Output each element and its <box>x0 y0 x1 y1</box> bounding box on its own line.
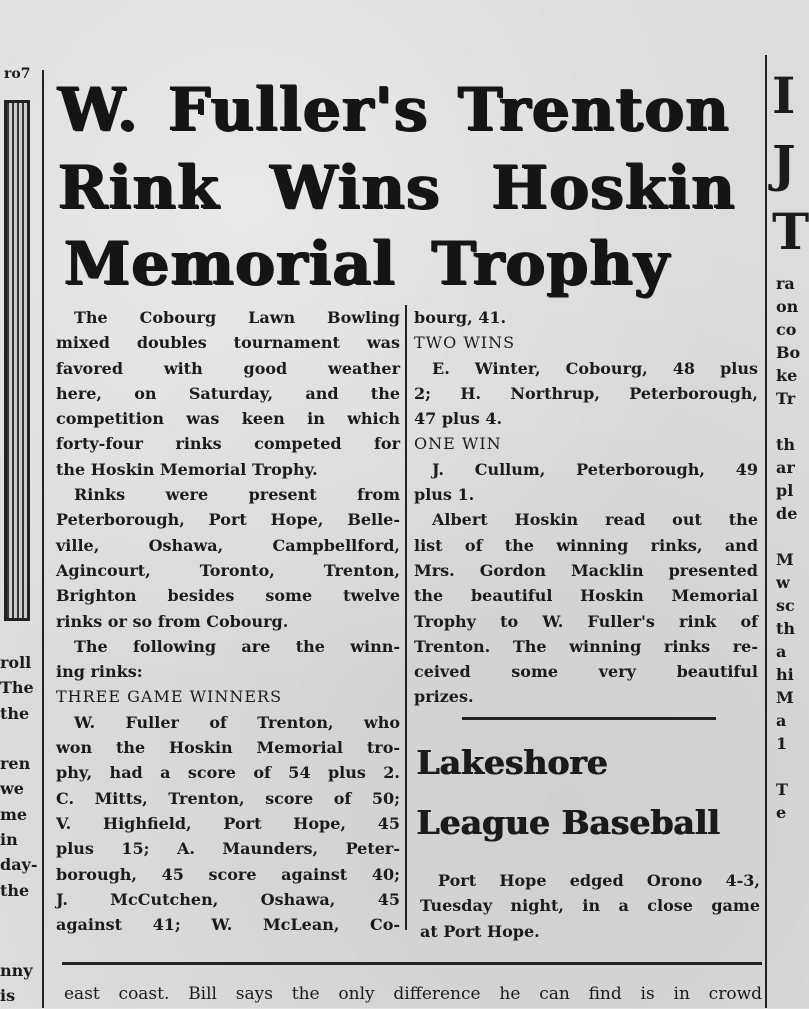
cropped-text-fragment: th <box>776 619 796 638</box>
section-divider <box>462 717 716 720</box>
left-column-fragments <box>0 650 40 903</box>
text-line: won the Hoskin Memorial tro- <box>56 738 400 758</box>
text-line: at Port Hope. <box>420 921 540 941</box>
right-column-fragments <box>776 272 806 824</box>
cropped-text-fragment: e <box>776 803 787 822</box>
text-line: competition was keen in which <box>56 409 400 429</box>
text-line: E. Winter, Cobourg, 48 plus <box>432 358 758 378</box>
cropped-text-fragment: ar <box>776 458 795 477</box>
text-line: forty-four rinks competed for <box>56 434 400 454</box>
cropped-text-fragment: we <box>0 779 24 799</box>
text-line: J. McCutchen, Oshawa, 45 <box>56 889 400 909</box>
cropped-text-fragment: T <box>776 780 788 799</box>
cropped-text-fragment <box>0 726 40 751</box>
text-line: against 41; W. McLean, Co- <box>56 915 400 935</box>
baseball-headline-2: League Baseball <box>416 803 720 842</box>
text-line: C. Mitts, Trenton, score of 50; <box>56 788 400 808</box>
text-line: Tuesday night, in a close game <box>420 896 760 916</box>
cropped-text-fragment <box>776 755 806 778</box>
text-line: 47 plus 4. <box>414 409 503 429</box>
cropped-text-fragment: a <box>776 642 787 661</box>
cropped-text-fragment: is <box>0 986 16 1006</box>
text-line: TWO WINS <box>414 333 516 353</box>
text-line: favored with good weather <box>56 358 400 378</box>
cropped-text-fragment: day- <box>0 855 38 875</box>
text-line: bourg, 41. <box>414 308 507 327</box>
text-line: Albert Hoskin read out the <box>432 510 758 530</box>
text-line: W. Fuller of Trenton, who <box>74 712 400 732</box>
left-column-rule <box>42 70 44 1008</box>
text-line: The Cobourg Lawn Bowling <box>74 308 400 327</box>
text-line: The following are the winn- <box>74 636 400 656</box>
text-line: rinks or so from Cobourg. <box>56 611 289 631</box>
text-line: list of the winning rinks, and <box>414 535 758 555</box>
right-headline-fragments <box>772 62 809 266</box>
text-line: Brighton besides some twelve <box>56 586 400 606</box>
text-line: THREE GAME WINNERS <box>56 687 283 707</box>
text-line: here, on Saturday, and the <box>56 383 400 403</box>
cropped-text-fragment: roll <box>0 653 32 672</box>
cropped-text-fragment: nny <box>0 961 33 980</box>
cropped-text-fragment: pl <box>776 481 794 500</box>
text-line: Peterborough, Port Hope, Belle- <box>56 510 400 530</box>
cropped-text-fragment: the <box>0 703 30 723</box>
text-line: the Hoskin Memorial Trophy. <box>56 459 318 479</box>
cropped-text-fragment: ra <box>776 274 795 293</box>
text-line: Trophy to W. Fuller's rink of <box>414 611 758 631</box>
cropped-text-fragment: ke <box>776 366 798 385</box>
text-line: prizes. <box>414 687 474 707</box>
cropped-text-fragment: I <box>772 66 796 125</box>
cropped-text-fragment: ren <box>0 754 31 774</box>
cropped-text-fragment: hi <box>776 665 794 684</box>
cropped-text-fragment <box>776 525 806 548</box>
cropped-text-fragment: J <box>772 134 796 193</box>
cropped-text-fragment: sc <box>776 596 795 615</box>
text-line: the beautiful Hoskin Memorial <box>414 586 758 606</box>
cropped-text-fragment: de <box>776 504 798 523</box>
cropped-text-fragment: The <box>0 678 34 698</box>
bottom-divider <box>62 962 762 965</box>
bottom-text-line: east coast. Bill says the only difference he can find is in crowd <box>64 984 762 1004</box>
left-border-ornament <box>4 100 30 621</box>
text-line: Agincourt, Toronto, Trenton, <box>56 560 400 580</box>
cropped-text-fragment: M <box>776 688 794 707</box>
middle-column-rule <box>405 305 407 930</box>
cropped-text-fragment: in <box>0 830 18 850</box>
cropped-text-fragment: th <box>776 435 796 454</box>
text-line: phy, had a score of 54 plus 2. <box>56 763 400 783</box>
cropped-text-fragment: the <box>0 880 30 900</box>
text-line: J. Cullum, Peterborough, 49 <box>432 459 758 479</box>
text-line: ville, Oshawa, Campbellford, <box>56 535 400 555</box>
cropped-text-fragment: a <box>776 711 787 730</box>
headline-line-3: Memorial Trophy <box>64 229 670 299</box>
headline-line-1: W. Fuller's Trenton <box>58 75 730 145</box>
cropped-text-fragment: Bo <box>776 343 801 362</box>
cropped-text-fragment: w <box>776 573 790 592</box>
text-line: Port Hope edged Orono 4-3, <box>438 871 760 890</box>
text-line: 2; H. Northrup, Peterborough, <box>414 383 758 403</box>
cropped-text-fragment: on <box>776 297 799 316</box>
text-line: Mrs. Gordon Macklin presented <box>414 560 758 580</box>
cropped-text-fragment: Tr <box>776 389 796 408</box>
text-line: borough, 45 score against 40; <box>56 864 400 884</box>
cropped-text-fragment: co <box>776 320 797 339</box>
text-line: plus 1. <box>414 485 475 505</box>
cropped-text-fragment: M <box>776 550 794 569</box>
baseball-headline-1: Lakeshore <box>416 743 608 782</box>
article-column-1 <box>56 305 400 937</box>
baseball-body <box>420 868 760 944</box>
article-column-2 <box>414 305 758 710</box>
text-line: ONE WIN <box>414 434 502 454</box>
left-bottom-fragments <box>0 958 40 1009</box>
text-line: Trenton. The winning rinks re- <box>414 636 758 656</box>
cropped-text-fragment: 1 <box>776 734 788 753</box>
cropped-text-fragment: T <box>772 202 809 261</box>
corner-fragment: ro7 <box>4 66 31 82</box>
right-column-rule <box>765 55 767 1008</box>
cropped-text-fragment: me <box>0 804 28 824</box>
text-line: mixed doubles tournament was <box>56 333 400 353</box>
text-line: plus 15; A. Maunders, Peter- <box>56 839 400 859</box>
text-line: V. Highfield, Port Hope, 45 <box>56 813 400 833</box>
text-line: Rinks were present from <box>74 485 400 505</box>
text-line: ceived some very beautiful <box>414 662 758 682</box>
cropped-text-fragment <box>776 410 806 433</box>
headline-line-2: Rink Wins Hoskin <box>58 153 736 223</box>
text-line: ing rinks: <box>56 662 143 682</box>
